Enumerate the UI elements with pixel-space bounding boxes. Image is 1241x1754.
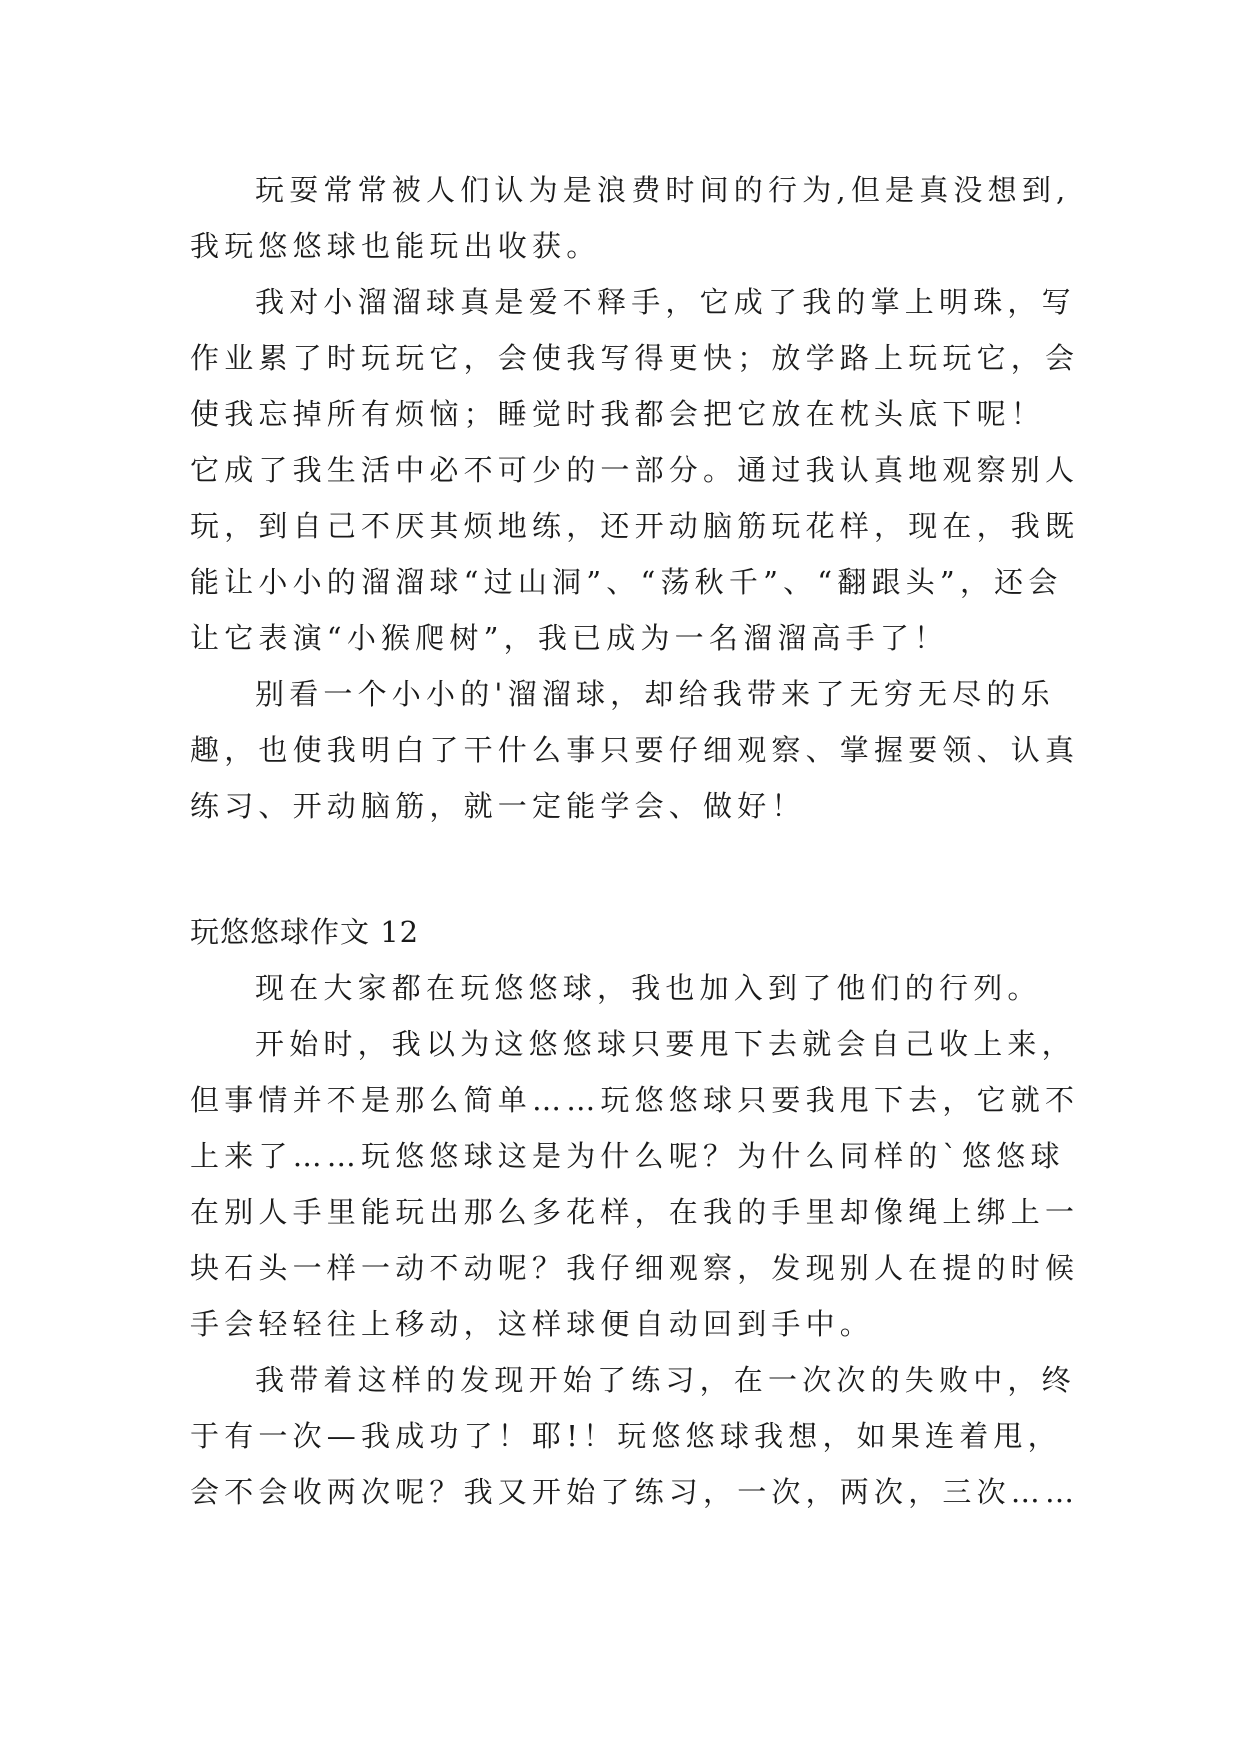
section-heading: 玩悠悠球作文 12 bbox=[190, 915, 420, 949]
paragraph-line: 别看一个小小的'溜溜球，却给我带来了无穷无尽的乐 bbox=[255, 677, 1055, 711]
paragraph-line: 作业累了时玩玩它，会使我写得更快；放学路上玩玩它，会 bbox=[190, 341, 1080, 375]
paragraph-line: 但事情并不是那么简单……玩悠悠球只要我甩下去，它就不 bbox=[190, 1083, 1080, 1117]
paragraph-line: 我带着这样的发现开始了练习，在一次次的失败中，终 bbox=[255, 1363, 1076, 1397]
paragraph-line: 玩耍常常被人们认为是浪费时间的行为,但是真没想到, bbox=[255, 173, 1071, 207]
paragraph-line: 块石头一样一动不动呢？我仔细观察，发现别人在提的时候 bbox=[190, 1251, 1080, 1285]
paragraph-line: 现在大家都在玩悠悠球，我也加入到了他们的行列。 bbox=[255, 971, 1042, 1005]
paragraph-line: 手会轻轻往上移动，这样球便自动回到手中。 bbox=[190, 1307, 875, 1341]
paragraph-line: 于有一次—我成功了！耶!！玩悠悠球我想，如果连着甩， bbox=[190, 1419, 1062, 1453]
paragraph-line: 上来了……玩悠悠球这是为什么呢？为什么同样的`悠悠球 bbox=[190, 1139, 1065, 1173]
paragraph-line: 我对小溜溜球真是爱不释手，它成了我的掌上明珠，写 bbox=[255, 285, 1076, 319]
paragraph-line: 趣，也使我明白了干什么事只要仔细观察、掌握要领、认真 bbox=[190, 733, 1080, 767]
paragraph-line: 玩，到自己不厌其烦地练，还开动脑筋玩花样，现在，我既 bbox=[190, 509, 1080, 543]
paragraph-line: 练习、开动脑筋，就一定能学会、做好！ bbox=[190, 789, 806, 823]
paragraph-line: 它成了我生活中必不可少的一部分。通过我认真地观察别人 bbox=[190, 453, 1080, 487]
paragraph-line: 让它表演“小猴爬树”，我已成为一名溜溜高手了！ bbox=[190, 621, 949, 655]
paragraph-line: 会不会收两次呢？我又开始了练习，一次，两次，三次…… bbox=[190, 1475, 1080, 1509]
paragraph-line: 在别人手里能玩出那么多花样，在我的手里却像绳上绑上一 bbox=[190, 1195, 1080, 1229]
paragraph-line: 我玩悠悠球也能玩出收获。 bbox=[190, 229, 601, 263]
paragraph-line: 使我忘掉所有烦恼；睡觉时我都会把它放在枕头底下呢！ bbox=[190, 397, 1046, 431]
paragraph-line: 开始时，我以为这悠悠球只要甩下去就会自己收上来， bbox=[255, 1027, 1076, 1061]
paragraph-line: 能让小小的溜溜球“过山洞”、“荡秋千”、“翻跟头”，还会 bbox=[190, 565, 1063, 599]
